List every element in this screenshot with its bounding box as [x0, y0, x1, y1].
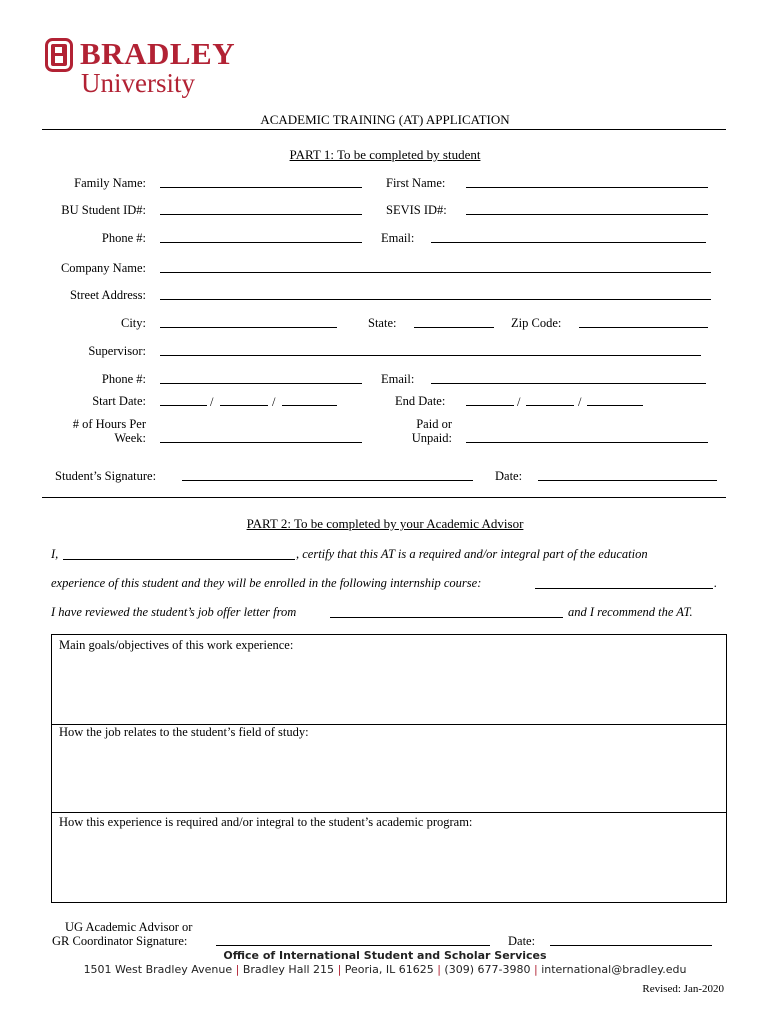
student-signature-field[interactable]: [182, 480, 473, 481]
footer-city: Peoria, IL 61625: [344, 963, 434, 976]
street-address-label: Street Address:: [69, 288, 146, 302]
integral-box[interactable]: [51, 812, 727, 903]
paid-field[interactable]: [466, 442, 708, 443]
date-slash: /: [517, 395, 521, 409]
integral-label: How this experience is required and/or integral to the student’s academic program:: [59, 815, 473, 829]
certify-text: , certify that this AT is a required and/or integral part of the education: [296, 547, 648, 561]
advisor-signature-field[interactable]: [216, 945, 490, 946]
date-slash: /: [210, 395, 214, 409]
certify-prefix: I,: [51, 547, 59, 561]
page-title: ACADEMIC TRAINING (AT) APPLICATION: [260, 112, 510, 127]
advisor-name-field[interactable]: [63, 559, 295, 560]
email-field[interactable]: [431, 242, 706, 243]
state-label: State:: [368, 316, 397, 330]
supervisor-phone-field[interactable]: [160, 383, 362, 384]
first-name-field[interactable]: [466, 187, 708, 188]
end-date-day-field[interactable]: [526, 405, 574, 406]
supervisor-email-label: Email:: [381, 372, 415, 386]
footer-contact: [0, 963, 770, 976]
start-date-day-field[interactable]: [220, 405, 268, 406]
supervisor-field[interactable]: [160, 355, 701, 356]
student-signature-label: Student’s Signature:: [55, 469, 157, 483]
hours-label-line2: Week:: [114, 431, 146, 445]
goals-box[interactable]: [51, 634, 727, 725]
advisor-label-line1: UG Academic Advisor or: [65, 920, 193, 934]
start-date-month-field[interactable]: [160, 405, 207, 406]
company-name-label: Company Name:: [60, 261, 146, 275]
footer-separator: |: [235, 963, 240, 976]
first-name-label: First Name:: [386, 176, 446, 190]
student-date-field[interactable]: [538, 480, 717, 481]
family-name-field[interactable]: [160, 187, 362, 188]
course-period: .: [714, 576, 718, 590]
paid-label-line1: Paid or: [416, 417, 452, 431]
advisor-label-line2: GR Coordinator Signature:: [52, 934, 188, 948]
end-date-month-field[interactable]: [466, 405, 514, 406]
phone-label: Phone #:: [101, 231, 146, 245]
city-field[interactable]: [160, 327, 337, 328]
date-slash: /: [578, 395, 582, 409]
paid-label-line2: Unpaid:: [411, 431, 452, 445]
end-date-year-field[interactable]: [587, 405, 643, 406]
state-field[interactable]: [414, 327, 494, 328]
offer-letter-text: I have reviewed the student’s job offer letter from: [51, 605, 297, 619]
logo-wordmark: BRADLEY: [80, 36, 236, 71]
city-label: City:: [120, 316, 146, 330]
internship-course-text: experience of this student and they will be enrolled in the following internship course:: [51, 576, 482, 590]
bu-id-field[interactable]: [160, 214, 362, 215]
family-name-label: Family Name:: [74, 176, 146, 190]
footer-address: 1501 West Bradley Avenue: [83, 963, 233, 976]
student-date-label: Date:: [495, 469, 523, 483]
hours-field[interactable]: [160, 442, 362, 443]
start-date-label: Start Date:: [92, 394, 146, 408]
sevis-id-label: SEVIS ID#:: [386, 203, 447, 217]
footer-separator: |: [533, 963, 538, 976]
date-slash: /: [272, 395, 276, 409]
email-label: Email:: [381, 231, 415, 245]
bu-id-label: BU Student ID#:: [61, 203, 146, 217]
start-date-year-field[interactable]: [282, 405, 337, 406]
phone-field[interactable]: [160, 242, 362, 243]
part1-heading: PART 1: To be completed by student: [289, 147, 481, 162]
company-name-field[interactable]: [160, 272, 711, 273]
zip-label: Zip Code:: [511, 316, 562, 330]
offer-letter-company-field[interactable]: [330, 617, 563, 618]
advisor-date-field[interactable]: [550, 945, 712, 946]
logo-subtitle: University: [81, 68, 195, 98]
hours-label-line1: # of Hours Per: [72, 417, 146, 431]
sevis-id-field[interactable]: [466, 214, 708, 215]
field-of-study-label: How the job relates to the student’s field of study:: [59, 725, 309, 739]
revised-date: Revised: Jan-2020: [642, 983, 724, 995]
field-of-study-box[interactable]: [51, 723, 727, 813]
footer-phone: (309) 677-3980: [444, 963, 531, 976]
supervisor-label: Supervisor:: [88, 344, 146, 358]
goals-label: Main goals/objectives of this work experience:: [59, 638, 294, 652]
supervisor-phone-label: Phone #:: [101, 372, 146, 386]
internship-course-field[interactable]: [535, 588, 713, 589]
footer-email[interactable]: international@bradley.edu: [541, 963, 687, 976]
footer-separator: |: [437, 963, 441, 976]
bradley-b-logo-icon: [45, 38, 73, 72]
street-address-field[interactable]: [160, 299, 711, 300]
footer-hall: Bradley Hall 215: [242, 963, 335, 976]
end-date-label: End Date:: [395, 394, 446, 408]
footer-separator: |: [337, 963, 342, 976]
title-rule: [42, 129, 726, 130]
recommend-text: and I recommend the AT.: [568, 605, 693, 619]
section-divider: [42, 497, 726, 498]
footer-office: Office of International Student and Scholar Services: [223, 949, 547, 962]
part2-heading: PART 2: To be completed by your Academic Advisor: [246, 516, 524, 531]
advisor-date-label: Date:: [508, 934, 536, 948]
supervisor-email-field[interactable]: [431, 383, 706, 384]
zip-field[interactable]: [579, 327, 708, 328]
